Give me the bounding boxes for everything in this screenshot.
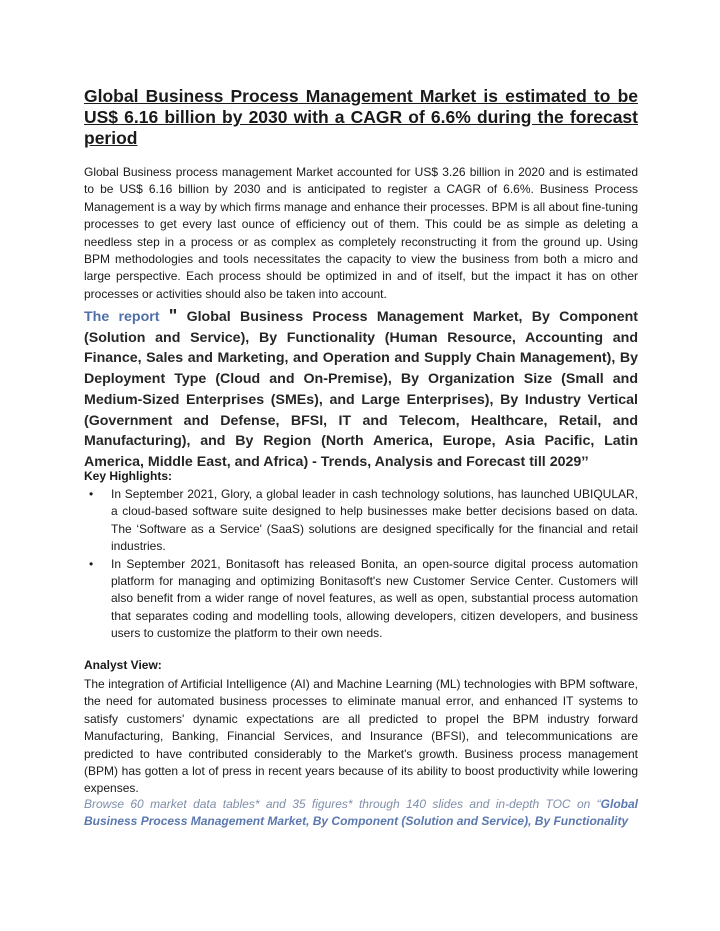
bullet-icon: • <box>89 487 94 501</box>
analyst-view-heading: Analyst View: <box>84 658 162 672</box>
report-title-text: Global Business Process Management Market, By Component (Solution and Service), By Functionality (Human Resource, Accounting and Finance, Sales and Marketing, and Operation and Supply Chain Management), By Deployment Type (Cloud and On-Premise), By Organization Size (Small and Medium-Sized Enterprises (SMEs), and Large Enterprises), By Industry Vertical (Government and Defense, BFSI, IT and Telecom, Healthcare, Retail, and Manufacturing), and By Region (North America, Europe, Asia Pacific, Latin America, Middle East, and Africa) - Trends, Analysis and Forecast till 2029’’ <box>84 309 638 470</box>
highlight-text: In September 2021, Glory, a global leader in cash technology solutions, has launched UBIQULAR, a cloud-based software suite designed to help businesses make better decisions based on data. The ‘Software as a Service' (SaaS) solutions are designed specifically for the financial and retail industries. <box>111 487 638 554</box>
list-item <box>84 556 638 643</box>
highlight-text: In September 2021, Bonitasoft has released Bonita, an open-source digital process automation platform for managing and optimizing Bonitasoft's new Customer Service Center. Customers will also benefit from a wider range of novel features, as well as open, substantial process automation that separates coding and modelling tools, allowing developers, citizen developers, and business users to customize the platform to their own needs. <box>111 556 638 641</box>
bullet-icon: • <box>89 556 94 571</box>
browse-report-title: Global Business Process Management Market, By Component (Solution and Service), By Functionality <box>84 797 638 829</box>
analyst-view-paragraph: The integration of Artificial Intelligence (AI) and Machine Learning (ML) technologies with BPM software, the need for automated business processes to eliminate manual error, and enhanced IT systems to satisfy customers' dynamic expectations are all predicted to propel the BPM industry forward Manufacturing, Banking, Financial Services, and Insurance (BFSI), and telecommunications are predicted to have contributed considerably to the Market's growth. Business process management (BPM) has gotten a lot of press in recent years because of its ability to boost productivity while lowering expenses. <box>84 677 638 796</box>
document-title: Global Business Process Management Market is estimated to be US$ 6.16 billion by 2030 with a CAGR of 6.6% during the forecast period <box>84 86 638 148</box>
browse-text: Browse 60 market data tables* and 35 figures* through 140 slides and in-depth TOC on “ <box>84 797 601 811</box>
key-highlights-heading: Key Highlights: <box>84 469 173 483</box>
key-highlights-list <box>84 486 638 643</box>
browse-toc-paragraph <box>84 796 638 831</box>
intro-paragraph: Global Business process management Market accounted for US$ 3.26 billion in 2020 and is estimated to be US$ 6.16 billion by 2030 and is anticipated to register a CAGR of 6.6%. Business Process Management is a way by which firms manage and enhance their processes. BPM is all about fine-tuning processes to get every last ounce of efficiency out of them. This could be as simple as deleting a needless step in a process or as complex as completely reconstructing it from the ground up. Using BPM methodologies and tools necessitates the capacity to view the business from both a micro and large perspective. Each process should be optimized in and of itself, but the impact it has on other processes or activities should also be taken into account. <box>84 165 638 301</box>
report-open-quote: " <box>168 306 178 326</box>
list-item <box>84 486 638 556</box>
report-title-paragraph <box>84 306 638 473</box>
report-prefix: The report <box>84 309 169 325</box>
